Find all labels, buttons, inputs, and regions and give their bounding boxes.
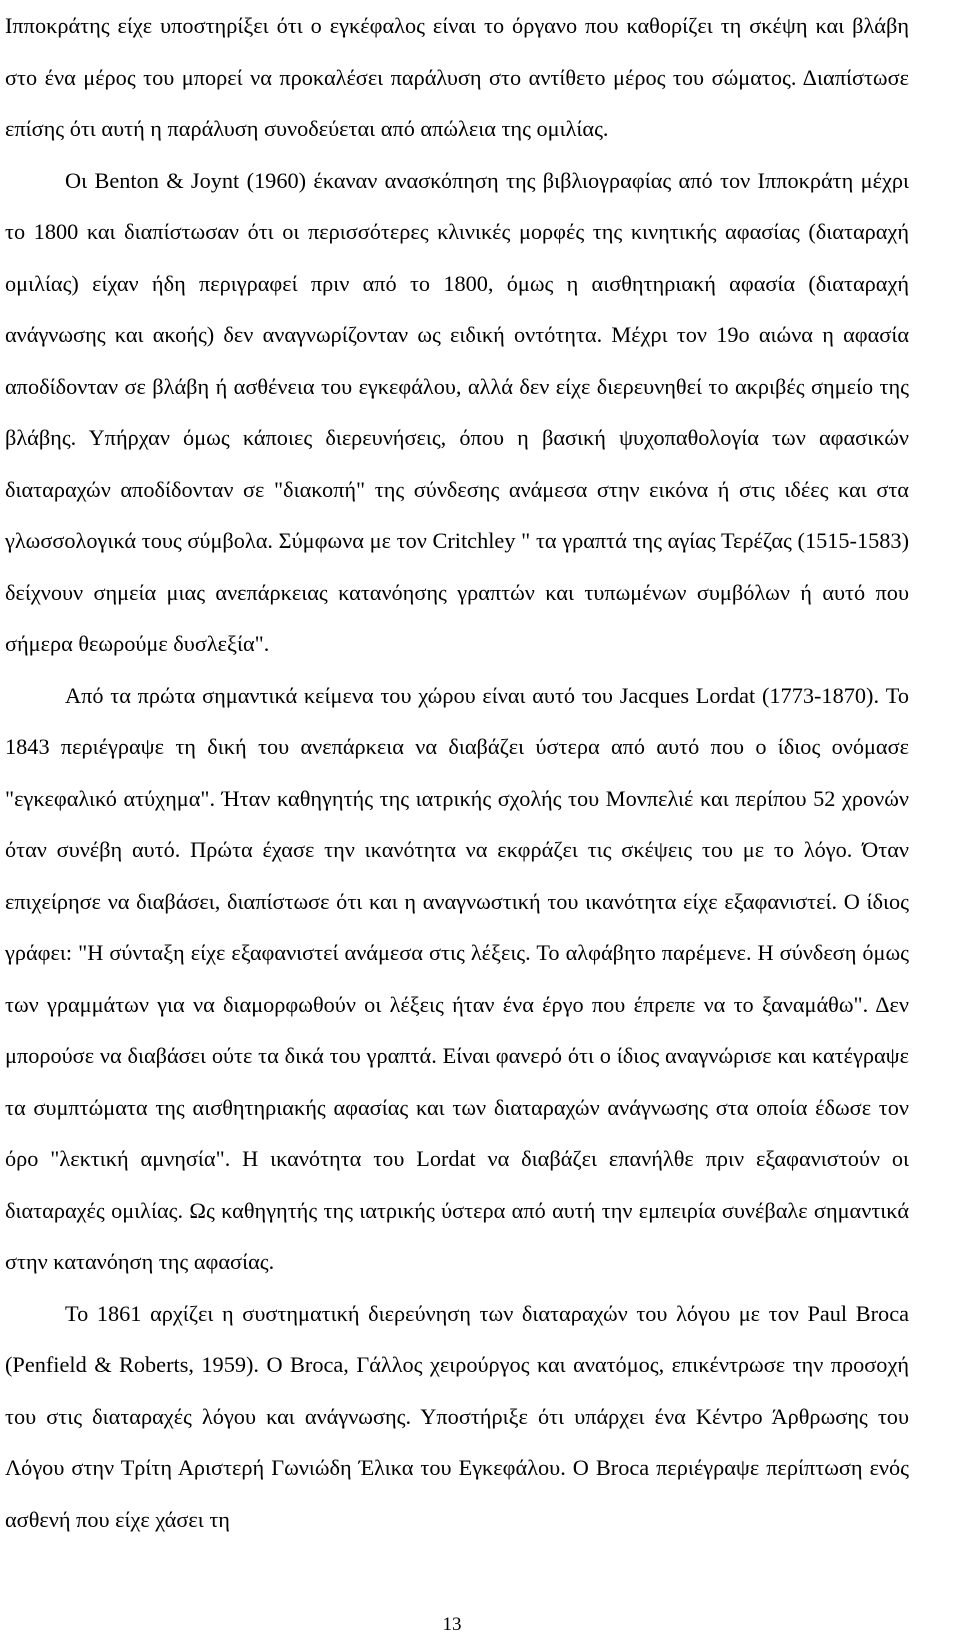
paragraph-broca: Το 1861 αρχίζει η συστηματική διερεύνηση των διαταραχών του λόγου με τον Paul Broca (Penfield & Roberts, 1959). Ο Broca, Γάλλος χειρούργος και ανατόμος, επικέντρωσε την προσοχή του στις διαταραχές λόγου και ανάγνωσης. Υποστήριξε ότι υπάρχει ένα Κέντρο Άρθρωσης του Λόγου στην Τρίτη Αριστερή Γωνιώδη Έλικα του Εγκεφάλου. Ο Broca περιέγραψε περίπτωση ενός ασθενή που είχε χάσει τη [5,1300,909,1532]
body-text [5,0,909,1545]
paragraph-hippocrates: Ιπποκράτης είχε υποστηρίξει ότι ο εγκέφαλος είναι το όργανο που καθορίζει τη σκέψη και βλάβη στο ένα μέρος του μπορεί να προκαλέσει παράλυση στο αντίθετο μέρος του σώματος. Διαπίστωσε επίσης ότι αυτή η παράλυση συνοδεύεται από απώλεια της ομιλίας. [5,13,909,141]
page-number: 13 [442,1614,462,1635]
paragraph-benton-joynt: Οι Benton & Joynt (1960) έκαναν ανασκόπηση της βιβλιογραφίας από τον Ιπποκράτη μέχρι το 1800 και διαπίστωσαν ότι οι περισσότερες κλινικές μορφές της κινητικής αφασίας (διαταραχή ομιλίας) είχαν ήδη περιγραφεί πριν από το 1800, όμως η αισθητηριακή αφασία (διαταραχή ανάγνωσης και ακοής) δεν αναγνωρίζονταν ως ειδική οντότητα. Μέχρι τον 19ο αιώνα η αφασία αποδίδονταν σε βλάβη ή ασθένεια του εγκεφάλου, αλλά δεν είχε διερευνηθεί το ακριβές σημείο της βλάβης. Υπήρχαν όμως κάποιες διερευνήσεις, όπου η βασική ψυχοπαθολογία των αφασικών διαταραχών αποδίδονταν σε "διακοπή" της σύνδεσης ανάμεσα στην εικόνα ή στις ιδέες και στα γλωσσολογικά τους σύμβολα. Σύμφωνα με τον Critchley " τα γραπτά της αγίας Τερέζας (1515-1583) δείχνουν σημεία μιας ανεπάρκειας κατανόησης γραπτών και τυπωμένων συμβόλων ή αυτό που σήμερα θεωρούμε δυσλεξία". [5,167,909,656]
paragraph-lordat: Από τα πρώτα σημαντικά κείμενα του χώρου είναι αυτό του Jacques Lordat (1773-1870). Το 1843 περιέγραψε τη δική του ανεπάρκεια να διαβάζει ύστερα από αυτό που ο ίδιος ονόμασε "εγκεφαλικό ατύχημα". Ήταν καθηγητής της ιατρικής σχολής του Μονπελιέ και περίπου 52 χρονών όταν συνέβη αυτό. Πρώτα έχασε την ικανότητα να εκφράζει τις σκέψεις του με το λόγο. Όταν επιχείρησε να διαβάσει, διαπίστωσε ότι και η αναγνωστική του ικανότητα είχε εξαφανιστεί. Ο ίδιος γράφει: "Η σύνταξη είχε εξαφανιστεί ανάμεσα στις λέξεις. Το αλφάβητο παρέμενε. Η σύνδεση όμως των γραμμάτων για να διαμορφωθούν οι λέξεις ήταν ένα έργο που έπρεπε να το ξαναμάθω". Δεν μπορούσε να διαβάσει ούτε τα δικά του γραπτά. Είναι φανερό ότι ο ίδιος αναγνώρισε και κατέγραψε τα συμπτώματα της αισθητηριακής αφασίας και των διαταραχών ανάγνωσης στα οποία έδωσε τον όρο "λεκτική αμνησία". Η ικανότητα του Lordat να διαβάζει επανήλθε πριν εξαφανιστούν οι διαταραχές ομιλίας. Ως καθηγητής της ιατρικής ύστερα από αυτή την εμπειρία συνέβαλε σημαντικά στην κατανόηση της αφασίας. [5,682,909,1274]
